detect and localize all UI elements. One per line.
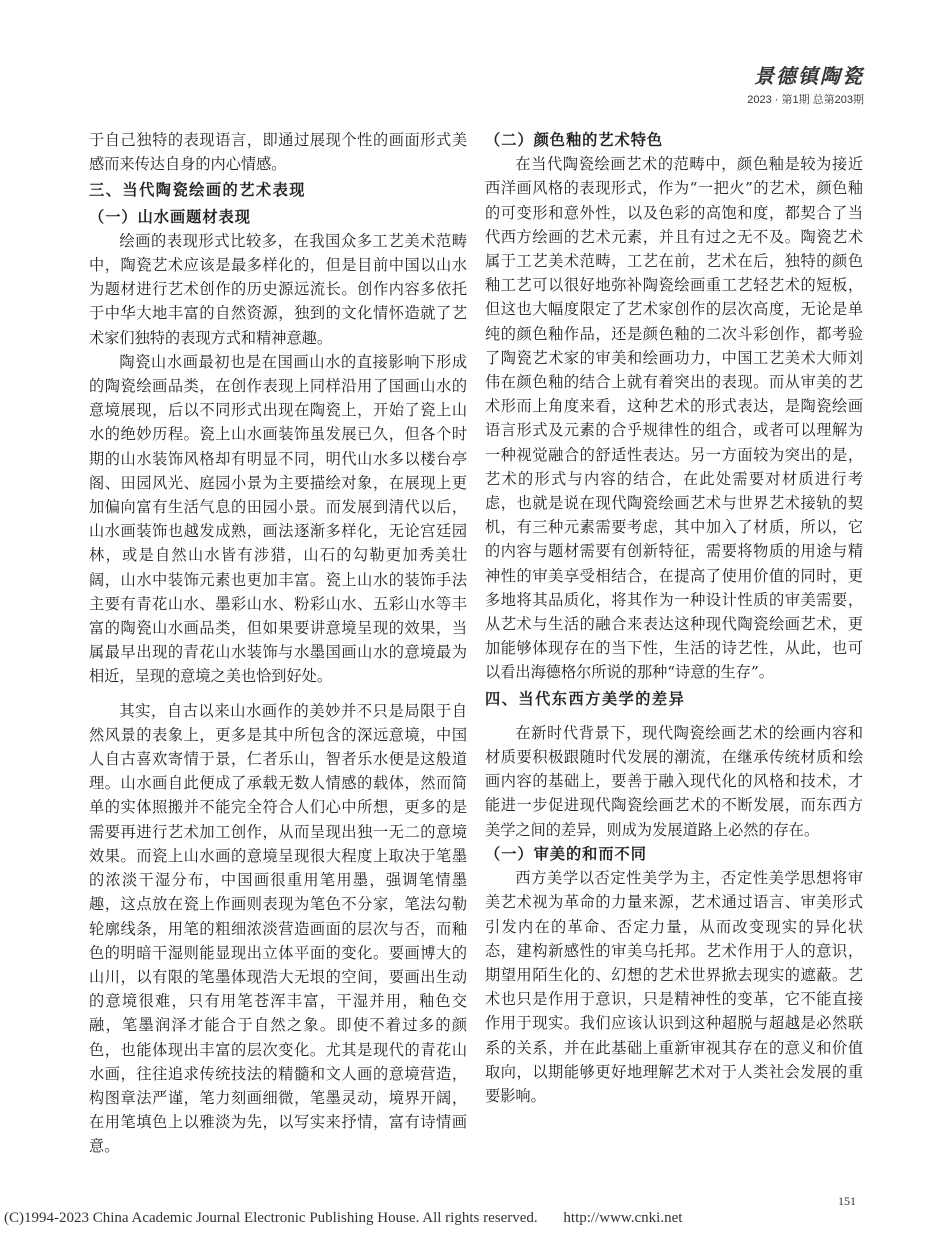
paragraph: 在新时代背景下，现代陶瓷绘画艺术的绘画内容和材质要积极跟随时代发展的潮流，在继承传统材质和绘画内容的基础上，要善于融入现代化的风格和技术，才能进一步促进现代陶瓷绘画艺术的不断发展，而东西方美学之间的差异，则成为发展道路上必然的存在。 <box>485 723 863 839</box>
subsection-heading-color-glaze: （二）颜色釉的艺术特色 <box>485 131 664 149</box>
right-column <box>485 128 863 1108</box>
paragraph: 西方美学以否定性美学为主，否定性美学思想将审美艺术视为革命的力量来源，艺术通过语言、审美形式引发内在的革命、否定力量，从而改变现实的异化状态，建构新感性的审美乌托邦。艺术作用于人的意识，期望用陌生化的、幻想的艺术世界掀去现实的遮蔽。艺术也只是作用于意识，只是精神性的变革，它不能直接作用于现实。我们应该认识到这种超脱与超越是必然联系的关系，并在此基础上重新审视其存在的意义和价值取向，以期能够更好地理解艺术对于人类社会发展的重要影响。 <box>485 869 863 1105</box>
subsection-heading-landscape: （一）山水画题材表现 <box>89 207 251 226</box>
intro-paragraph: 于自己独特的表现语言，即通过展现个性的画面形式美感而来传达自身的内心情感。 <box>89 131 467 174</box>
section-heading-4: 四、当代东西方美学的差异 <box>485 689 686 708</box>
paragraph: 陶瓷山水画最初也是在国画山水的直接影响下形成的陶瓷绘画品类，在创作表现上同样沿用了国画山水的意境展现，后以不同形式出现在陶瓷上，开始了瓷上山水的绝妙历程。瓷上山水画装饰虽发展已久，但各个时期的山水装饰风格却有明显不同，明代山水多以楼台亭阁、田园风光、庭园小景为主要描绘对象，在展现上更加偏向富有生活气息的田园小景。而发展到清代以后，山水画装饰也越发成熟，画法逐渐多样化，无论宫廷园林，或是自然山水皆有涉猎，山石的勾勒更加秀美壮阔，山水中装饰元素也更加丰富。瓷上山水的装饰手法主要有青花山水、墨彩山水、粉彩山水、五彩山水等丰富的陶瓷山水画品类，但如果要讲意境呈现的效果，当属最早出现的青花山水装饰与水墨国画山水的意境最为相近，呈现的意境之美也恰到好处。 <box>89 352 467 686</box>
left-column <box>89 128 467 1159</box>
copyright-notice: (C)1994-2023 China Academic Journal Electronic Publishing House. All rights reserved. <box>4 1210 538 1226</box>
footer-url[interactable]: http://www.cnki.net <box>563 1210 683 1226</box>
issue-info: 2023 · 第1期 总第203期 <box>747 94 864 106</box>
footer <box>4 1210 682 1227</box>
paragraph: 其实，自古以来山水画作的美妙并不只是局限于自然风景的表象上，更多是其中所包含的深远意境，中国人自古喜欢寄情于景，仁者乐山，智者乐水便是这般道理。山水画自此便成了承载无数人情感的载体，然而简单的实体照搬并不能完全符合人们心中所想，更多的是需要再进行艺术加工创作，从而呈现出独一无二的意境效果。而瓷上山水画的意境呈现很大程度上取决于笔墨的浓淡干湿分布，中国画很重用笔用墨，强调笔情墨趣，这点放在瓷上作画则表现为笔色不分家，笔法勾勒轮廓线条，用笔的粗细浓淡营造画面的层次与否，而釉色的明暗干湿则能显现出立体平面的变化。要画博大的山川，以有限的笔墨体现浩大无垠的空间，要画出生动的意境很难，只有用笔苍浑丰富，干湿并用，釉色交融，笔墨润泽才能合于自然之象。即使不着过多的颜色，也能体现出丰富的层次变化。尤其是现代的青花山水画，往往追求传统技法的精髓和文人画的意境营造，构图章法严谨，笔力刻画细微，笔墨灵动，境界开阔，在用笔填色上以雅淡为先，以写实来抒情，富有诗情画意。 <box>89 701 467 1156</box>
paragraph: 在当代陶瓷绘画艺术的范畴中，颜色釉是较为接近西洋画风格的表现形式，作为“一把火”的艺术，颜色釉的可变形和意外性，以及色彩的高饱和度，都契合了当代西方绘画的艺术元素，并且有过之无不及。陶瓷艺术属于工艺美术范畴，工艺在前，艺术在后，独特的颜色釉工艺可以很好地弥补陶瓷绘画重工艺轻艺术的短板，但这也大幅度限定了艺术家创作的层次高度，无论是单纯的颜色釉作品，还是颜色釉的二次斗彩创作，都考验了陶瓷艺术家的审美和绘画功力，中国工艺美术大师刘伟在颜色釉的结合上就有着突出的表现。而从审美的艺术形而上角度来看，这种艺术的形式表达，是陶瓷绘画语言形式及元素的合乎规律性的组合，或者可以理解为一种视觉融合的舒适性表达。另一方面较为突出的是，艺术的形式与内容的结合，在此处需要对材质进行考虑，也就是说在现代陶瓷绘画艺术与世界艺术接轨的契机，有三种元素需要考虑，其中加入了材质，所以，它的内容与题材需要有创新特征，需要将物质的用途与精神性的审美享受相结合，在提高了使用价值的同时，更多地将其品质化，将其作为一种设计性质的审美需要，从艺术与生活的融合来表达这种现代陶瓷绘画艺术，更加能够体现存在的当下性，生活的诗艺性，从此，也可以看出海德格尔所说的那种“诗意的生存”。 <box>485 155 863 682</box>
paragraph: 绘画的表现形式比较多，在我国众多工艺美术范畴中，陶瓷艺术应该是最多样化的，但是目前中国以山水为题材进行艺术创作的历史源远流长。创作内容多依托于中华大地丰富的自然资源，独到的文化情怀造就了艺术家们独特的表现方式和精神意趣。 <box>89 231 467 347</box>
subsection-heading-aesthetics: （一）审美的和而不同 <box>485 844 647 863</box>
running-header <box>747 60 864 107</box>
journal-title: 景德镇陶瓷 <box>754 64 864 88</box>
section-heading-3: 三、当代陶瓷绘画的艺术表现 <box>89 181 306 200</box>
page-number: 151 <box>838 1194 856 1208</box>
